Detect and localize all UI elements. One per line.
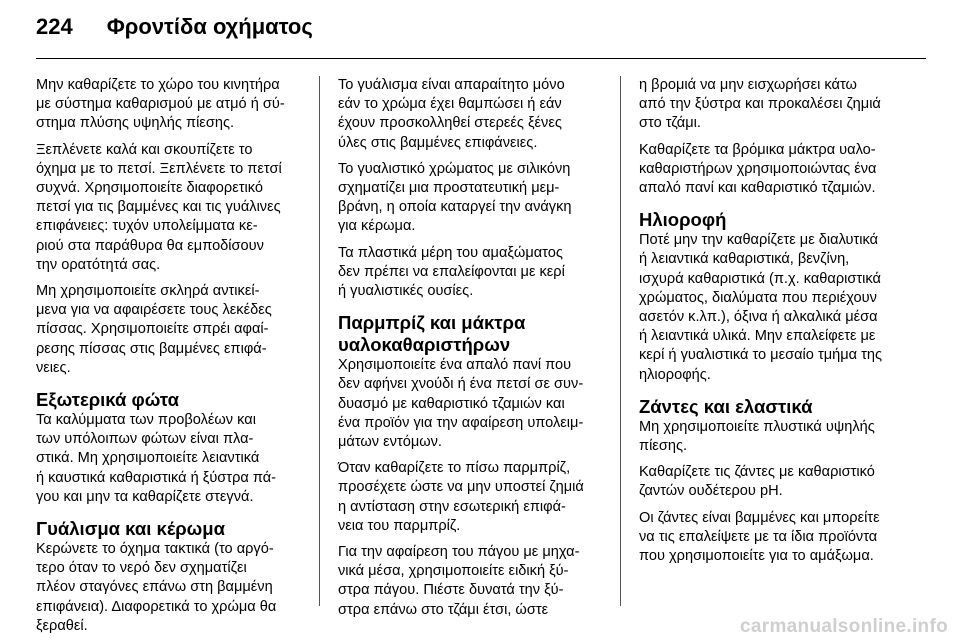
- paragraph: Όταν καθαρίζετε το πίσω παρμπρίζ, προσέχετε ώστε να μην υποστεί ζημιά η αντίσταση στην εσωτερική επιφά- νεια του παρμπρίζ.: [338, 460, 584, 534]
- page-header: [36, 14, 313, 50]
- paragraph: Ξεπλένετε καλά και σκουπίζετε το όχημα με το πετσί. Ξεπλένετε το πετσί συχνά. Χρησιμοποιείτε διαφορετικό πετσί για τις βαμμένες και τις γυάλινες επιφάνειες: τυχόν υπολείμματα κε- ριού στα παράθυρα θα εμποδίσουν την ορατότητά σας.: [36, 141, 282, 273]
- column-3: [639, 76, 909, 573]
- section-heading-exterior-lights: Εξωτερικά φώτα: [36, 389, 179, 411]
- paragraph: Κερώνετε το όχημα τακτικά (το αργό- τερο όταν το νερό δεν σχηματίζει πλέον σταγόνες επάνω στη βαμμένη επιφάνεια). Διαφορετικά το χρώμα θα ξεραθεί.: [36, 541, 277, 634]
- column-1: [36, 76, 306, 643]
- paragraph: Μη χρησιμοποιείτε πλυστικά υψηλής πίεσης.: [639, 418, 875, 455]
- section-heading-sunroof: Ηλιοροφή: [639, 209, 727, 231]
- column-divider: [319, 76, 320, 606]
- paragraph: Ποτέ μην την καθαρίζετε με διαλυτικά ή λειαντικά καθαριστικά, βενζίνη, ισχυρά καθαριστικά (π.χ. καθαριστικά χρώματος, διαλύματα που περιέχουν ασετόν κ.λπ.), όξινα ή αλκαλικά μέσα ή λειαντικά υλικά. Μην επαλείφετε με κερί ή γυαλιστικά το μεσαίο τμήμα της ηλιοροφής.: [639, 232, 883, 383]
- page-title: Φροντίδα οχήματος: [106, 14, 313, 39]
- header-rule: [36, 58, 926, 59]
- paragraph: Καθαρίζετε τις ζάντες με καθαριστικό ζαντών ουδέτερου pH.: [639, 464, 875, 500]
- section-heading-wheels-tyres: Ζάντες και ελαστικά: [639, 395, 813, 417]
- column-2: [338, 76, 608, 627]
- paragraph: Το γυάλισμα είναι απαραίτητο μόνο εάν το χρώμα έχει θαμπώσει ή εάν έχουν προσκολληθεί στερεές ξένες ύλες στις βαμμένες επιφάνειες.: [338, 77, 565, 151]
- paragraph: η βρομιά να μην εισχωρήσει κάτω από την ξύστρα και προκαλέσει ζημιά στο τζάμι.: [639, 77, 881, 132]
- column-divider: [620, 76, 621, 606]
- paragraph: Μη χρησιμοποιείτε σκληρά αντικεί- μενα για να αφαιρέσετε τους λεκέδες πίσσας. Χρησιμοποιείτε σπρέι αφαί- ρεσης πίσσας στις βαμμένες επιφά- νειες.: [36, 283, 272, 376]
- section-heading-windows-wipers: Παρμπρίζ και μάκτρα υαλοκαθαριστήρων: [338, 312, 526, 356]
- paragraph: Τα πλαστικά μέρη του αμαξώματος δεν πρέπει να επαλείφονται με κερί ή γυαλιστικές ουσίες.: [338, 244, 565, 300]
- section-heading-polishing: Γυάλισμα και κέρωμα: [36, 518, 225, 540]
- paragraph: Το γυαλιστικό χρώματος με σιλικόνη σχηματίζει μια προστατευτική μεμ- βράνη, η οποία καταργεί την ανάγκη για κέρωμα.: [338, 160, 572, 235]
- paragraph: Τα καλύμματα των προβολέων και των υπόλοιπων φώτων είναι πλα- στικά. Μη χρησιμοποιείτε λειαντικά ή καυστικά καθαριστικά ή ξύστρα πά- γου και μην τα καθαρίζετε στεγνά.: [36, 412, 277, 505]
- paragraph: Καθαρίζετε τα βρόμικα μάκτρα υαλο- καθαριστήρων χρησιμοποιώντας ένα απαλό πανί και καθαριστικό τζαμιών.: [639, 141, 877, 197]
- paragraph: Οι ζάντες είναι βαμμένες και μπορείτε να τις επαλείψετε με τα ίδια προϊόντα που χρησιμοποιείτε για το αμάξωμα.: [639, 509, 880, 565]
- page-number: 224: [36, 14, 73, 39]
- paragraph: Μην καθαρίζετε το χώρο του κινητήρα με σύστημα καθαρισμού με ατμό ή σύ- στημα πλύσης υψηλής πίεσης.: [36, 77, 285, 132]
- watermark: carmanualsonline.info: [740, 616, 948, 637]
- paragraph: Για την αφαίρεση του πάγου με μηχα- νικά μέσα, χρησιμοποιείτε ειδική ξύ- στρα πάγου. Πιέστε δυνατά την ξύ- στρα επάνω στο τζάμι έτσι, ώστε: [338, 544, 580, 618]
- paragraph: Χρησιμοποιείτε ένα απαλό πανί που δεν αφήνει χνούδι ή ένα πετσί σε συν- δυασμό με καθαριστικό τζαμιών και ένα προϊόν για την αφαίρεση υπολειμ- μάτων εντόμων.: [338, 357, 584, 451]
